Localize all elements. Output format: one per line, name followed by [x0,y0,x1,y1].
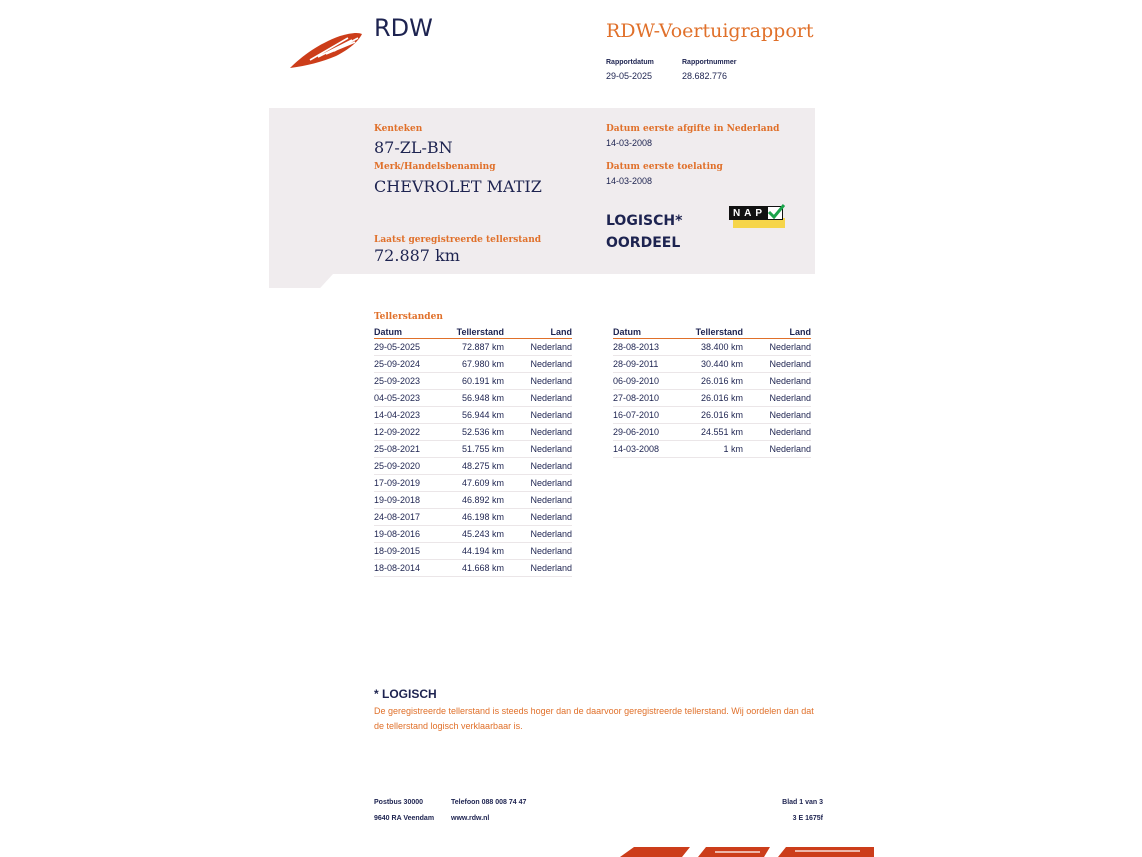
footnote-title: * LOGISCH [374,687,437,701]
last-odometer-label: Laatst geregistreerde tellerstand [374,235,542,245]
row-country: Nederland [504,509,572,526]
row-reading: 30.440 km [683,356,743,373]
footer-stripes-icon [620,847,874,857]
row-country: Nederland [743,373,811,390]
table-header-row [613,326,811,339]
row-country: Nederland [743,424,811,441]
row-date: 25-09-2023 [374,373,444,390]
table-row [613,390,811,407]
table-row [374,560,572,577]
table-row [613,407,811,424]
first-admission-label: Datum eerste toelating [606,162,723,172]
row-reading: 26.016 km [683,407,743,424]
row-date: 29-05-2025 [374,339,444,356]
row-country: Nederland [504,424,572,441]
odometer-table-left [374,326,572,577]
footer-po-box: Postbus 30000 [374,799,424,806]
row-reading: 26.016 km [683,390,743,407]
row-country: Nederland [504,526,572,543]
row-date: 25-09-2020 [374,458,444,475]
row-country: Nederland [504,560,572,577]
row-country: Nederland [504,458,572,475]
row-date: 28-09-2011 [613,356,683,373]
row-reading: 1 km [683,441,743,458]
row-reading: 41.668 km [444,560,504,577]
footer-phone: Telefoon 088 008 74 47 [451,799,527,806]
row-reading: 46.198 km [444,509,504,526]
table-row [613,373,811,390]
col-date-header: Datum [613,326,683,339]
table-row [374,441,572,458]
row-reading: 51.755 km [444,441,504,458]
table-header-row [374,326,572,339]
report-date: 29-05-2025 [606,71,653,81]
row-country: Nederland [743,356,811,373]
first-nl-label: Datum eerste afgifte in Nederland [606,124,780,134]
table-row [374,373,572,390]
row-country: Nederland [504,373,572,390]
nap-logo-text: NAP [732,207,767,219]
row-date: 12-09-2022 [374,424,444,441]
footer-code: 3 E 1675f [792,815,823,822]
plate-value: 87-ZL-BN [374,138,453,157]
table-row [374,407,572,424]
table-row [374,390,572,407]
col-reading-header: Tellerstand [444,326,504,339]
row-reading: 38.400 km [683,339,743,356]
footer-website: www.rdw.nl [451,815,490,822]
make-label: Merk/Handelsbenaming [374,162,496,172]
plate-label: Kenteken [374,124,423,134]
row-date: 24-08-2017 [374,509,444,526]
row-date: 28-08-2013 [613,339,683,356]
row-date: 25-09-2024 [374,356,444,373]
report-date-label: Rapportdatum [606,59,654,66]
row-reading: 72.887 km [444,339,504,356]
table-row [613,339,811,356]
nap-logo-icon [729,206,785,228]
row-country: Nederland [504,407,572,424]
row-reading: 60.191 km [444,373,504,390]
judgement-line2: OORDEEL [606,235,681,251]
row-reading: 46.892 km [444,492,504,509]
table-row [374,458,572,475]
table-row [613,356,811,373]
col-date-header: Datum [374,326,444,339]
col-country-header: Land [504,326,572,339]
col-country-header: Land [743,326,811,339]
row-date: 14-04-2023 [374,407,444,424]
row-date: 27-08-2010 [613,390,683,407]
brand-name: RDW [374,14,433,42]
row-country: Nederland [504,390,572,407]
row-date: 19-09-2018 [374,492,444,509]
row-reading: 67.980 km [444,356,504,373]
row-date: 14-03-2008 [613,441,683,458]
row-country: Nederland [743,441,811,458]
row-reading: 48.275 km [444,458,504,475]
row-date: 06-09-2010 [613,373,683,390]
report-title: RDW-Voertuigrapport [606,20,814,42]
last-odometer-value: 72.887 km [374,246,460,265]
table-row [374,475,572,492]
row-reading: 24.551 km [683,424,743,441]
table-row [374,424,572,441]
row-country: Nederland [504,492,572,509]
row-date: 25-08-2021 [374,441,444,458]
make-value: CHEVROLET MATIZ [374,177,542,196]
row-date: 18-08-2014 [374,560,444,577]
row-reading: 47.609 km [444,475,504,492]
row-reading: 56.944 km [444,407,504,424]
first-nl-value: 14-03-2008 [606,138,653,148]
row-country: Nederland [743,390,811,407]
row-date: 04-05-2023 [374,390,444,407]
odometer-section-title: Tellerstanden [374,312,443,322]
row-country: Nederland [504,543,572,560]
footer-page: Blad 1 van 3 [782,799,823,806]
footnote-text: De geregistreerde tellerstand is steeds hoger dan de daarvoor geregistreerde tellerstand. Wij oordelen dan dat de tellerstand logisch verklaarbaar is. [374,706,814,731]
col-reading-header: Tellerstand [683,326,743,339]
row-date: 29-06-2010 [613,424,683,441]
report-number-label: Rapportnummer [682,59,737,66]
row-reading: 44.194 km [444,543,504,560]
row-date: 18-09-2015 [374,543,444,560]
table-row [374,339,572,356]
row-country: Nederland [504,356,572,373]
rdw-logo-icon [288,30,364,70]
row-date: 19-08-2016 [374,526,444,543]
odometer-table-right [613,326,811,458]
table-row [374,356,572,373]
judgement [606,210,682,254]
report-number: 28.682.776 [682,71,728,81]
row-date: 16-07-2010 [613,407,683,424]
row-country: Nederland [504,441,572,458]
row-reading: 52.536 km [444,424,504,441]
table-row [374,492,572,509]
footer-postcode-city: 9640 RA Veendam [374,815,435,822]
row-country: Nederland [504,339,572,356]
row-reading: 45.243 km [444,526,504,543]
row-date: 17-09-2019 [374,475,444,492]
table-row [613,441,811,458]
row-country: Nederland [743,407,811,424]
table-row [374,509,572,526]
row-reading: 26.016 km [683,373,743,390]
first-admission-value: 14-03-2008 [606,176,653,186]
judgement-line1: LOGISCH* [606,213,683,229]
row-country: Nederland [743,339,811,356]
table-row [613,424,811,441]
table-row [374,543,572,560]
row-reading: 56.948 km [444,390,504,407]
table-row [374,526,572,543]
summary-band-notch [269,274,333,288]
row-country: Nederland [504,475,572,492]
